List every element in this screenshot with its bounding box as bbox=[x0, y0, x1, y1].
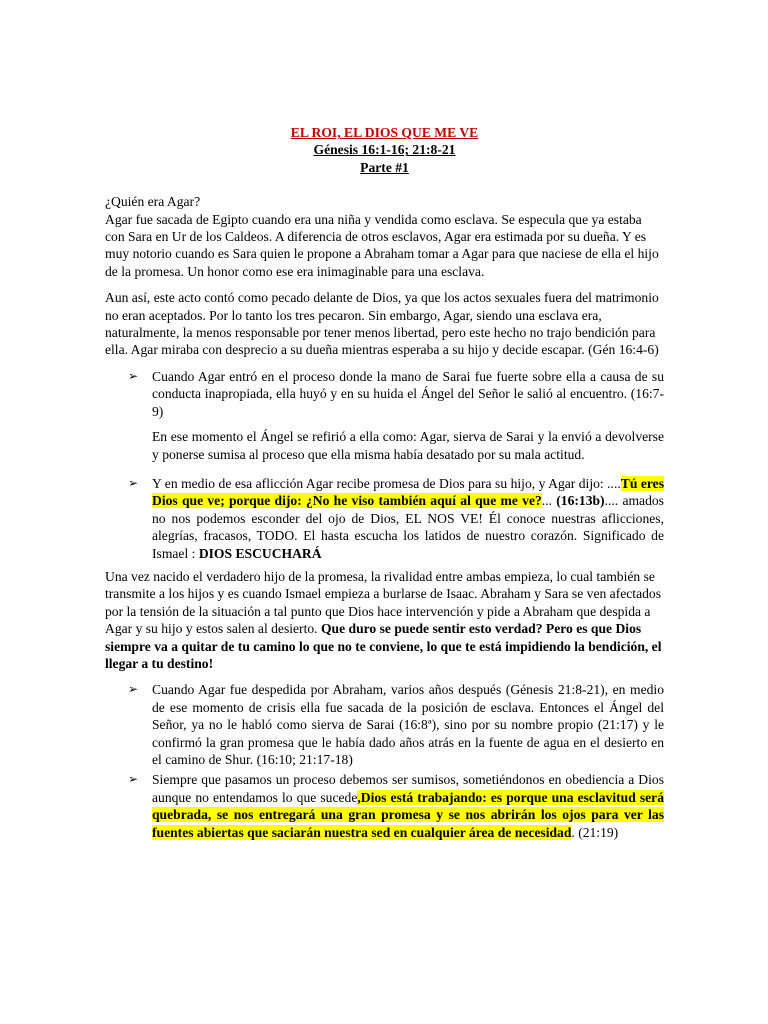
arrow-bullet-icon: ➢ bbox=[128, 682, 139, 697]
bullet-3-text: Cuando Agar fue despedida por Abraham, varios años después (Génesis 21:8-21), en medio de ese momento de crisis ella fue sacada de la posición de esclava. Entonces el Ángel del Señor, ya no le habló como sierva de Sarai (16:8ª), sino por su nombre propio (21:17) y le confirmó la gran promesa que le había dado años atrás en la fuente de agua en el desierto en el camino de Shur. (16:10; 21:17-18) bbox=[152, 682, 664, 767]
spacer bbox=[105, 176, 664, 193]
bullet-4-end: . (21:19) bbox=[571, 824, 619, 840]
paragraph-3 bbox=[105, 568, 664, 672]
paragraph-1: Agar fue sacada de Egipto cuando era una niña y vendida como esclava. Se especula que ya estaba con Sara en Ur de los Caldeos. A diferencia de otros esclavos, Agar era estimada por su dueña. Y es muy notorio cuando es Sara quien le propone a Abraham tomar a Agar para que naciese de ella el hijo de la promesa. Un honor como ese era inimaginable para una esclava. bbox=[105, 211, 659, 279]
bullet-2-continuation: .... amados no nos podemos esconder del ojo de Dios, EL NOS VE! Él conoce nuestras aflicciones, alegrías, fracasos, TODO. El hasta escucha los latidos de nuestro corazón. Significado de Ismael : bbox=[152, 493, 664, 561]
paragraph-3-text: Una vez nacido el verdadero hijo de la promesa, la rivalidad entre ambas empieza, lo cual también se transmite a los hijos y es cuando Ismael empieza a burlarse de Isaac. Abraham y Sara se ven afectados por la tensión de la situación a tal punto que Dios hace intervención y pide a Abraham que despida a Agar y su hijo y estos salen al desierto. bbox=[105, 568, 661, 637]
part-label: Parte #1 bbox=[360, 159, 409, 175]
bullet-2-text: Y en medio de esa aflicción Agar recibe promesa de Dios para su hijo, y Agar dijo: .... bbox=[152, 475, 621, 491]
document-title: EL ROI, EL DIOS QUE ME VE bbox=[290, 125, 479, 140]
bullet-item-3 bbox=[105, 681, 664, 768]
bullet-item-2 bbox=[105, 475, 664, 562]
highlighted-statement: ,Dios está trabajando: es porque una esclavitud será quebrada, se nos entregará una gran promesa y se nos abrirán los ojos para ver las fuentes abiertas que saciarán nuestra sed en cualquier área de necesidad bbox=[152, 789, 664, 840]
arrow-bullet-icon: ➢ bbox=[128, 772, 139, 787]
paragraph-2: Aun así, este acto contó como pecado delante de Dios, ya que los actos sexuales fuera del matrimonio no eran aceptados. Por lo tanto los tres pecaron. Sin embargo, Agar, siendo una esclava era, naturalmente, la menos responsable por tener menos libertad, pero este hecho no trajo bendición para ella. Agar miraba con desprecio a su dueña mientras esperaba a su hijo y decide escapar. (Gén 16:4-6) bbox=[105, 290, 659, 358]
paragraph-3-bold: Que duro se puede sentir esto verdad? Pero es que Dios siempre va a quitar de tu camino lo que no te conviene, lo que te está impidiendo la bendición, el llegar a tu destino! bbox=[105, 621, 662, 671]
bullet-2-ellipsis: ... bbox=[541, 493, 552, 509]
bullet-4-text: Siempre que pasamos un proceso debemos ser sumisos, sometiéndonos en obediencia a Dios aunque no entendamos lo que sucede bbox=[152, 772, 664, 805]
bold-reference: (16:13b) bbox=[556, 493, 605, 509]
arrow-bullet-icon: ➢ bbox=[128, 475, 139, 490]
scripture-reference: Génesis 16:1-16; 21:8-21 bbox=[313, 142, 456, 158]
ismael-meaning: DIOS ESCUCHARÁ bbox=[198, 545, 322, 561]
bullet-item-4 bbox=[105, 771, 664, 841]
arrow-bullet-icon: ➢ bbox=[128, 368, 139, 383]
highlighted-quote: Tú eres Dios que ve; porque dijo: ¿No he viso también aquí al que me ve? bbox=[152, 475, 664, 509]
question-line: ¿Quién era Agar? bbox=[105, 194, 201, 210]
bullet-item-1 bbox=[105, 368, 664, 420]
bullet-1-text: Cuando Agar entró en el proceso donde la mano de Sarai fue fuerte sobre ella a causa de su conducta inapropiada, ella huyó y en su huida el Ángel del Señor le salió al encuentro. (16:7-9) bbox=[152, 368, 664, 419]
bullet-1-follow-paragraph: En ese momento el Ángel se refirió a ella como: Agar, sierva de Sarai y la envió a devolverse y ponerse sumisa al proceso que ella misma había desatado por su mala actitud. bbox=[152, 429, 664, 462]
